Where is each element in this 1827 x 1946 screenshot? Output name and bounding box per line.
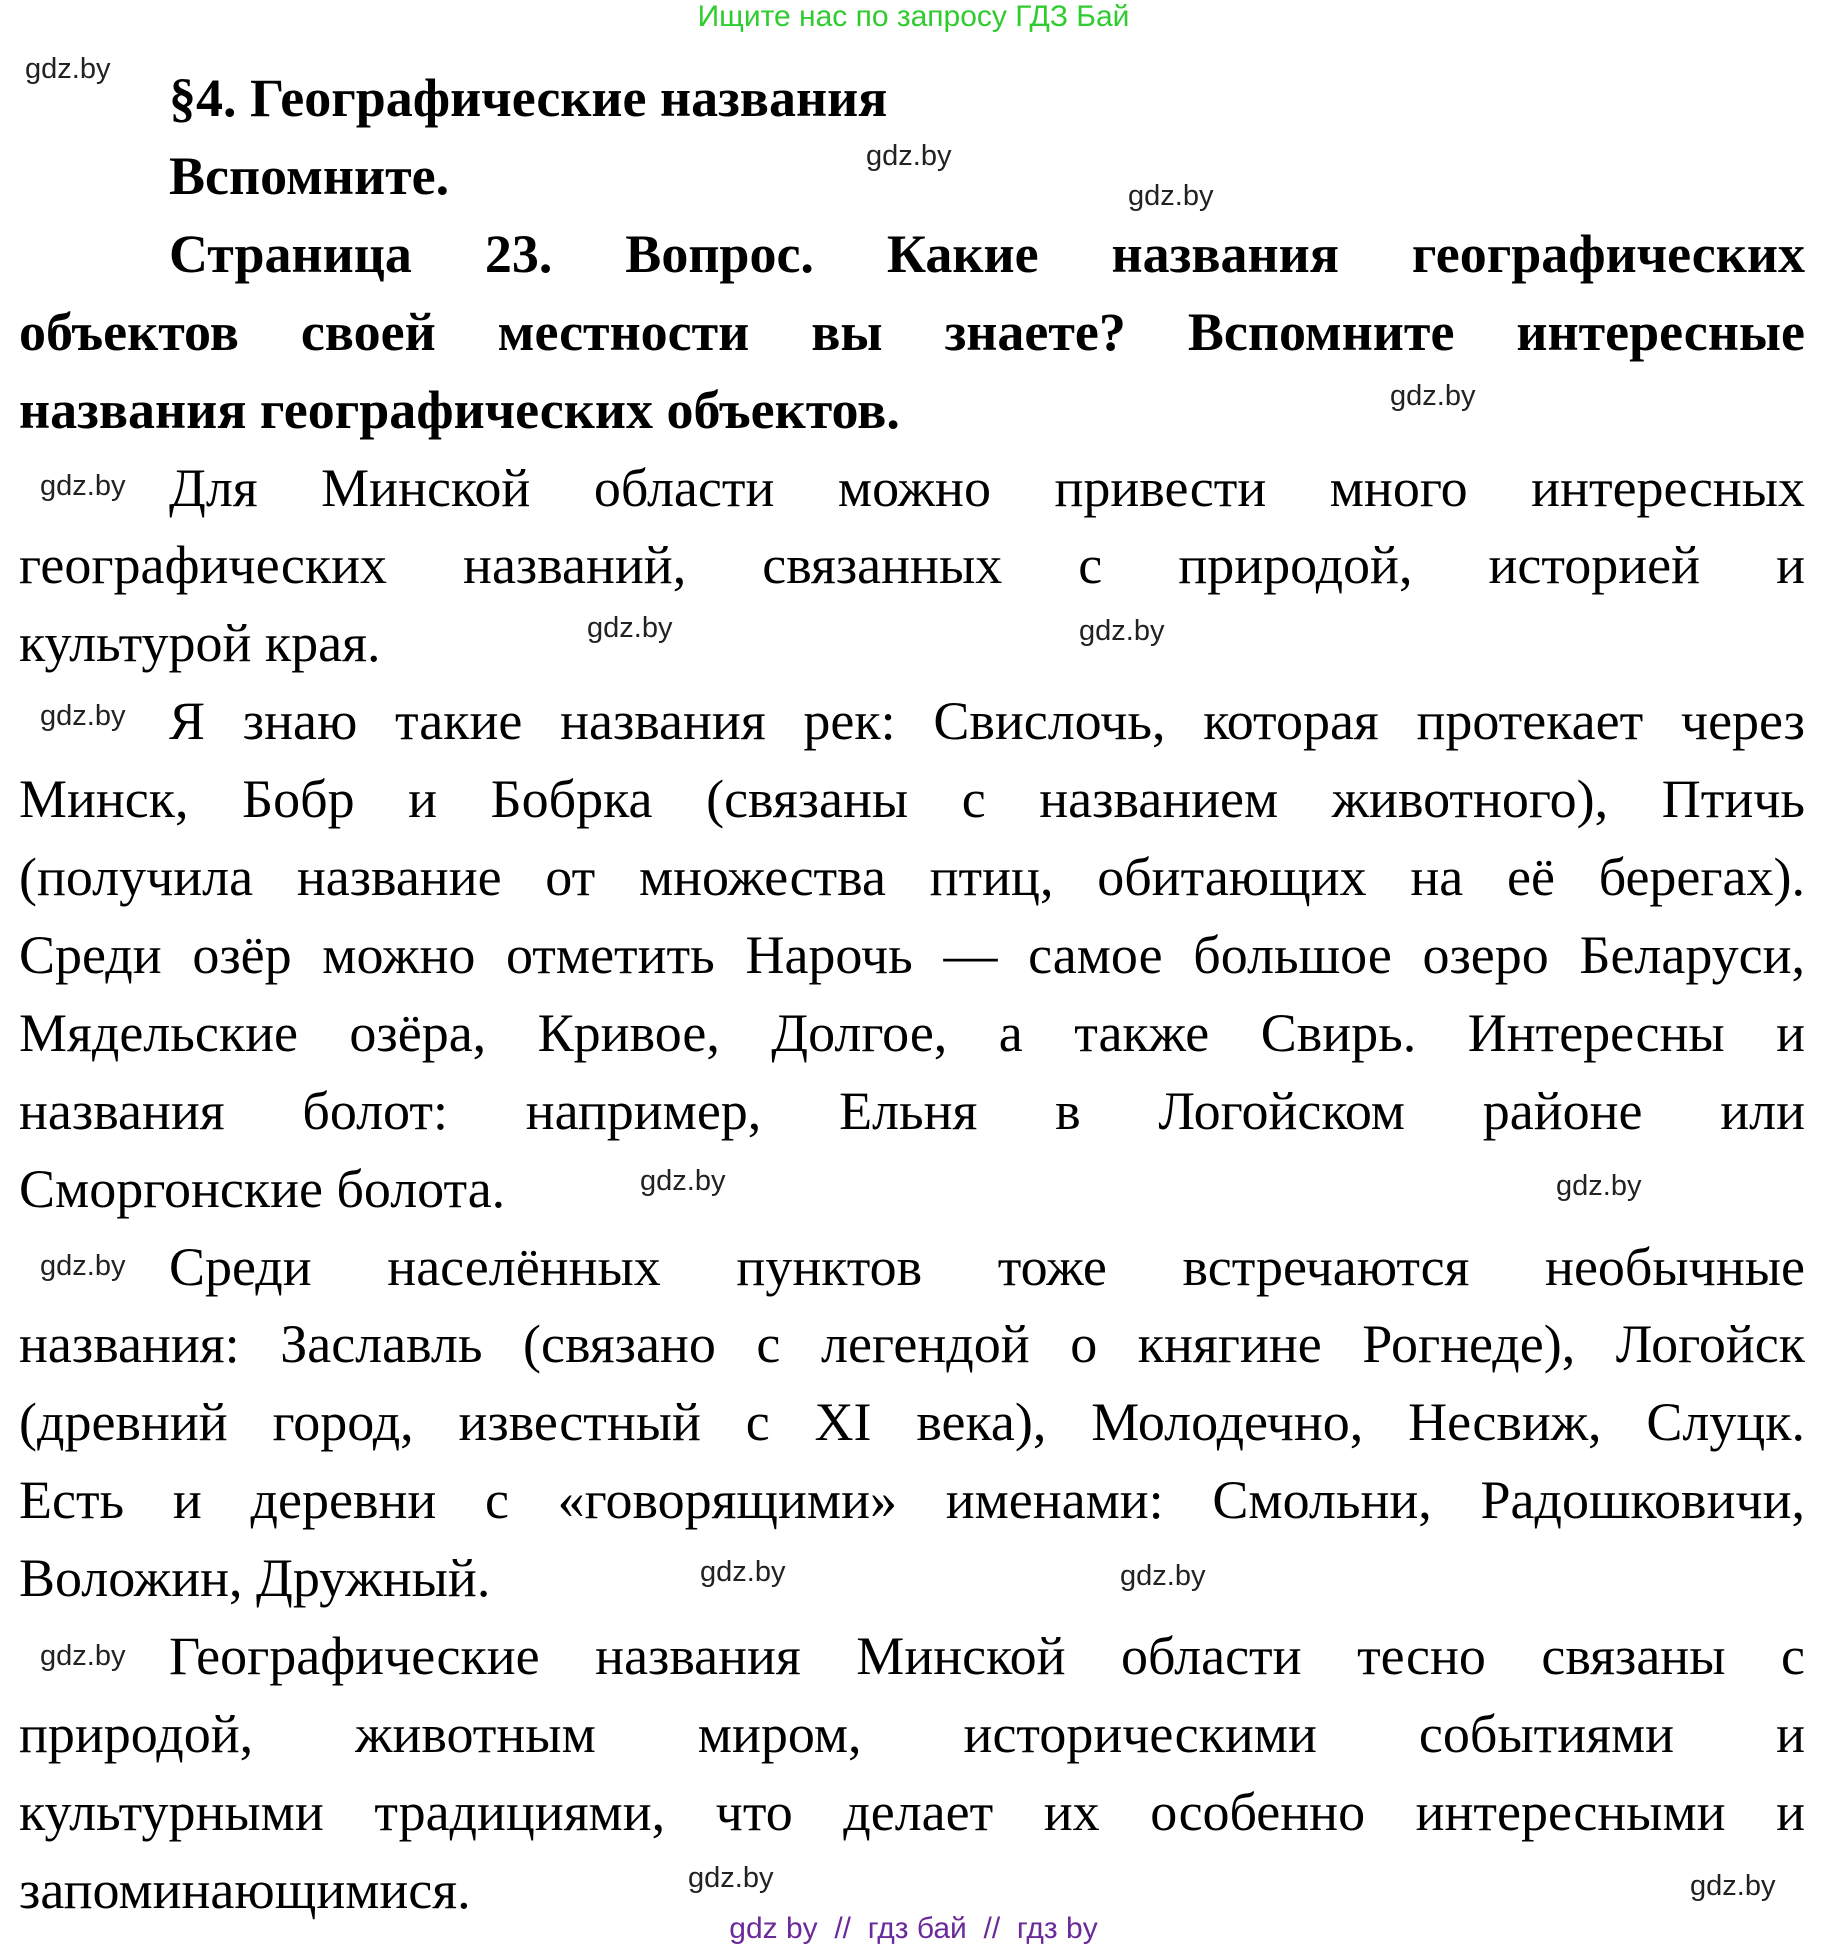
answer-line: названия болот: например, Ельня в Логойском районе или: [19, 1080, 1805, 1141]
answer-line: Минск, Бобр и Бобрка (связаны с названием животного), Птичь: [19, 769, 1805, 830]
answer-line: Есть и деревни с «говорящими» именами: Смольни, Радошковичи,: [19, 1470, 1805, 1531]
search-banner: Ищите нас по запросу ГДЗ Бай: [697, 0, 1130, 33]
answer-line: запоминающимися.: [19, 1859, 471, 1920]
answer-line: культурными традициями, что делает их особенно интересными и: [19, 1781, 1805, 1842]
watermark-text: gdz.by: [40, 700, 126, 732]
answer-line: Воложин, Дружный.: [19, 1548, 491, 1609]
question-line: Страница 23. Вопрос. Какие названия географических: [169, 223, 1805, 284]
watermark-text: gdz.by: [1690, 1870, 1776, 1902]
answer-line: Сморгонские болота.: [19, 1158, 506, 1219]
answer-line: культурой края.: [19, 613, 381, 674]
watermark-text: gdz.by: [700, 1556, 786, 1588]
answer-line: (получила название от множества птиц, обитающих на её берегах).: [19, 847, 1805, 907]
watermark-text: gdz.by: [1079, 615, 1165, 647]
watermark-text: gdz.by: [25, 53, 111, 85]
answer-line: географических названий, связанных с природой, историей и: [19, 535, 1805, 596]
answer-line: (древний город, известный с XI века), Молодечно, Несвиж, Слуцк.: [19, 1392, 1805, 1453]
question-line: названия географических объектов.: [19, 379, 900, 440]
answer-line: природой, животным миром, историческими событиями и: [19, 1703, 1805, 1764]
answer-line: Для Минской области можно привести много интересных: [169, 457, 1805, 518]
watermark-text: gdz.by: [587, 612, 673, 644]
watermark-text: gdz.by: [866, 140, 952, 172]
watermark-text: gdz.by: [1390, 380, 1476, 412]
answer-line: Среди озёр можно отметить Нарочь — самое большое озеро Беларуси,: [19, 924, 1805, 985]
footer-links: gdz by // гдз бай // гдз by: [729, 1912, 1098, 1945]
answer-line: Среди населённых пунктов тоже встречаются необычные: [169, 1236, 1805, 1297]
question-line: Вспомните.: [169, 145, 450, 206]
watermark-text: gdz.by: [1556, 1170, 1642, 1202]
answer-line: названия: Заславль (связано с легендой о княгине Рогнеде), Логойск: [19, 1314, 1805, 1375]
question-line: объектов своей местности вы знаете? Вспомните интересные: [19, 301, 1805, 362]
answer-line: Географические названия Минской области тесно связаны с: [169, 1626, 1805, 1686]
watermark-text: gdz.by: [640, 1165, 726, 1197]
watermark-text: gdz.by: [688, 1862, 774, 1894]
watermark-text: gdz.by: [1128, 180, 1214, 212]
watermark-text: gdz.by: [40, 470, 126, 502]
watermark-text: gdz.by: [40, 1250, 126, 1282]
watermark-text: gdz.by: [40, 1640, 126, 1672]
answer-line: Мядельские озёра, Кривое, Долгое, а также Свирь. Интересны и: [19, 1002, 1805, 1063]
section-title: §4. Географические названия: [169, 68, 888, 128]
watermark-text: gdz.by: [1120, 1560, 1206, 1592]
answer-line: Я знаю такие названия рек: Свислочь, которая протекает через: [169, 691, 1805, 752]
